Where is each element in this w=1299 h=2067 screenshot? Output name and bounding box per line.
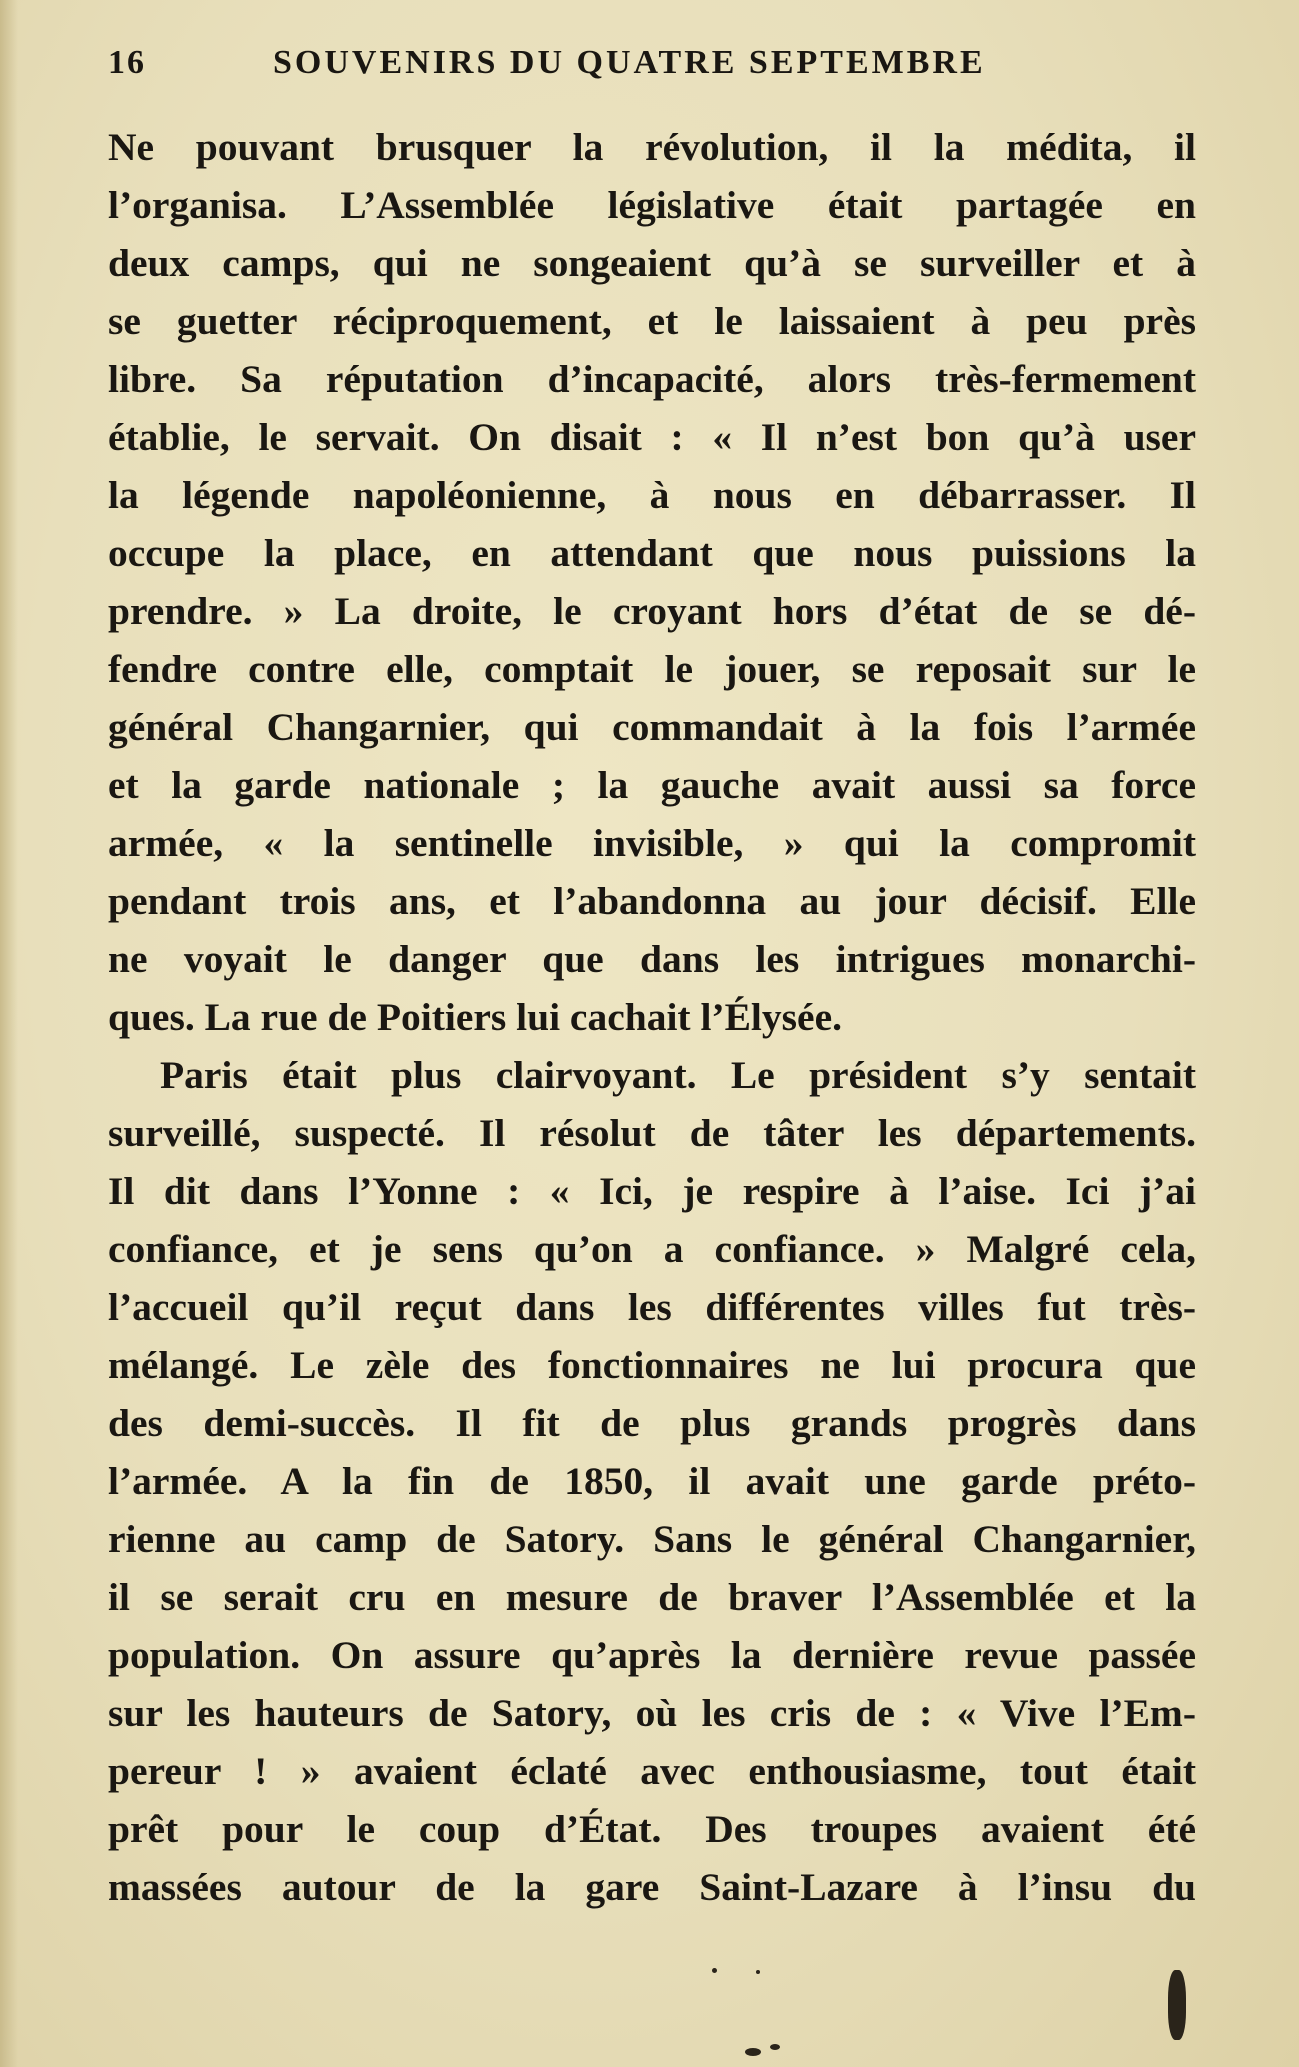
ink-speck	[745, 2048, 761, 2056]
text-line: pendant trois ans, et l’abandonna au jour décisif. Elle	[108, 879, 1196, 923]
text-line: pereur ! » avaient éclaté avec enthousiasme, tout était	[108, 1749, 1196, 1793]
text-line: ques. La rue de Poitiers lui cachait l’Élysée.	[108, 995, 842, 1039]
text-line: Ne pouvant brusquer la révolution, il la médita, il	[108, 125, 1196, 169]
text-line: sur les hauteurs de Satory, où les cris de : « Vive l’Em-	[108, 1691, 1196, 1735]
text-line: l’accueil qu’il reçut dans les différentes villes fut très-	[108, 1285, 1196, 1329]
text-line: il se serait cru en mesure de braver l’Assemblée et la	[108, 1575, 1196, 1619]
text-line: ne voyait le danger que dans les intrigues monarchi-	[108, 937, 1196, 981]
text-line: l’armée. A la fin de 1850, il avait une garde préto-	[108, 1459, 1196, 1503]
text-line: la légende napoléonienne, à nous en débarrasser. Il	[108, 473, 1196, 517]
ink-speck	[1168, 1970, 1186, 2040]
text-line: prêt pour le coup d’État. Des troupes avaient été	[108, 1807, 1196, 1851]
text-line: surveillé, suspecté. Il résolut de tâter les départements.	[108, 1111, 1196, 1155]
text-line: deux camps, qui ne songeaient qu’à se surveiller et à	[108, 241, 1196, 285]
text-line: prendre. » La droite, le croyant hors d’état de se dé-	[108, 589, 1196, 633]
text-line: fendre contre elle, comptait le jouer, se reposait sur le	[108, 647, 1196, 691]
ink-speck	[712, 1968, 717, 1973]
text-line: Il dit dans l’Yonne : « Ici, je respire à l’aise. Ici j’ai	[108, 1169, 1196, 1213]
ink-specks	[0, 1960, 1299, 2067]
text-line: population. On assure qu’après la dernière revue passée	[108, 1633, 1196, 1677]
page-number: 16	[108, 44, 146, 81]
text-line: établie, le servait. On disait : « Il n’est bon qu’à user	[108, 415, 1196, 459]
text-line: massées autour de la gare Saint-Lazare à l’insu du	[108, 1865, 1196, 1909]
body-text	[108, 118, 1196, 1916]
text-line: général Changarnier, qui commandait à la fois l’armée	[108, 705, 1196, 749]
text-line: mélangé. Le zèle des fonctionnaires ne lui procura que	[108, 1343, 1196, 1387]
text-line: et la garde nationale ; la gauche avait aussi sa force	[108, 763, 1196, 807]
page-header	[108, 40, 1038, 100]
running-head: SOUVENIRS DU QUATRE SEPTEMBRE	[273, 44, 986, 81]
ink-speck	[756, 1970, 760, 1974]
scan-edge-shadow	[0, 0, 18, 2067]
text-line: se guetter réciproquement, et le laissaient à peu près	[108, 299, 1196, 343]
text-line: rienne au camp de Satory. Sans le général Changarnier,	[108, 1517, 1196, 1561]
text-line: confiance, et je sens qu’on a confiance. » Malgré cela,	[108, 1227, 1196, 1271]
text-line: armée, « la sentinelle invisible, » qui la compromit	[108, 821, 1196, 865]
text-line: l’organisa. L’Assemblée législative était partagée en	[108, 183, 1196, 227]
text-line: des demi-succès. Il fit de plus grands progrès dans	[108, 1401, 1196, 1445]
ink-speck	[770, 2044, 780, 2050]
text-line: Paris était plus clairvoyant. Le président s’y sentait	[160, 1053, 1196, 1097]
text-line: libre. Sa réputation d’incapacité, alors très-fermement	[108, 357, 1196, 401]
text-line: occupe la place, en attendant que nous puissions la	[108, 531, 1196, 575]
